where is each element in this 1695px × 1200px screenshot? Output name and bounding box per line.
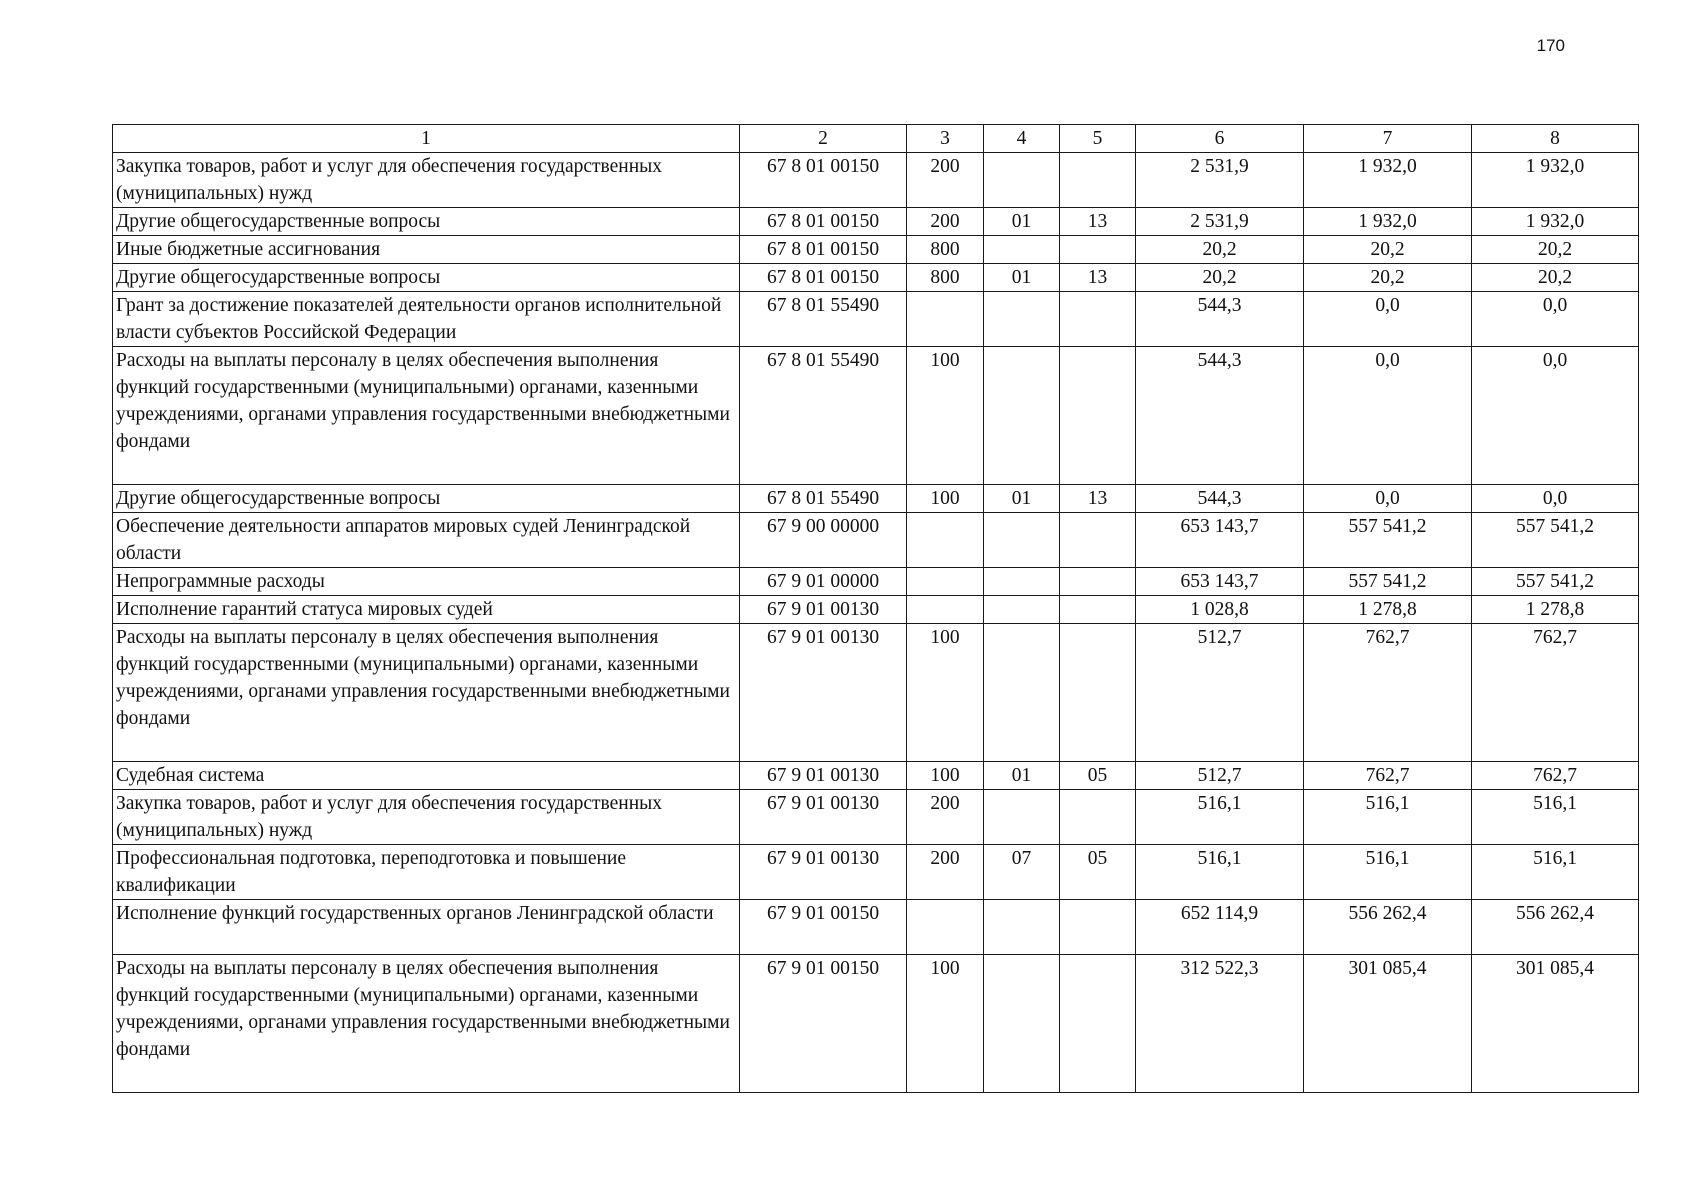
section-code: 01	[984, 762, 1060, 790]
table-body	[113, 125, 1639, 1093]
subsection-code	[1060, 568, 1136, 596]
amount-year-2: 557 541,2	[1304, 568, 1472, 596]
amount-year-2: 762,7	[1304, 624, 1472, 762]
column-header: 7	[1304, 125, 1472, 153]
amount-year-1: 312 522,3	[1136, 955, 1304, 1093]
subsection-code	[1060, 955, 1136, 1093]
section-code: 07	[984, 845, 1060, 900]
amount-year-3: 20,2	[1472, 236, 1639, 264]
section-code	[984, 292, 1060, 347]
expense-type-code: 100	[907, 955, 984, 1093]
subsection-code: 05	[1060, 762, 1136, 790]
page-number: 170	[1536, 36, 1565, 55]
row-description: Исполнение функций государственных органов Ленинградской области	[113, 900, 740, 955]
section-code	[984, 568, 1060, 596]
amount-year-1: 516,1	[1136, 845, 1304, 900]
row-description: Другие общегосударственные вопросы	[113, 208, 740, 236]
subsection-code	[1060, 900, 1136, 955]
table-row	[113, 513, 1639, 568]
amount-year-3: 516,1	[1472, 790, 1639, 845]
amount-year-1: 544,3	[1136, 485, 1304, 513]
amount-year-2: 762,7	[1304, 762, 1472, 790]
budget-table	[112, 124, 1639, 1093]
expense-type-code	[907, 568, 984, 596]
amount-year-1: 512,7	[1136, 762, 1304, 790]
column-header: 6	[1136, 125, 1304, 153]
row-description: Грант за достижение показателей деятельности органов исполнительной власти субъектов Российской Федерации	[113, 292, 740, 347]
amount-year-3: 20,2	[1472, 264, 1639, 292]
row-description: Иные бюджетные ассигнования	[113, 236, 740, 264]
amount-year-3: 1 932,0	[1472, 153, 1639, 208]
expense-type-code	[907, 596, 984, 624]
amount-year-2: 20,2	[1304, 236, 1472, 264]
amount-year-3: 0,0	[1472, 347, 1639, 485]
row-description: Другие общегосударственные вопросы	[113, 264, 740, 292]
amount-year-1: 652 114,9	[1136, 900, 1304, 955]
row-description: Профессиональная подготовка, переподготовка и повышение квалификации	[113, 845, 740, 900]
expense-type-code: 800	[907, 264, 984, 292]
expense-type-code: 200	[907, 153, 984, 208]
table-row	[113, 596, 1639, 624]
amount-year-2: 301 085,4	[1304, 955, 1472, 1093]
expense-type-code: 100	[907, 485, 984, 513]
row-description: Расходы на выплаты персоналу в целях обеспечения выполнения функций государственными (муниципальными) органами, казенными учреждениями, органами управления государственными внебюджетными фондами	[113, 347, 740, 485]
amount-year-3: 762,7	[1472, 762, 1639, 790]
section-code	[984, 596, 1060, 624]
target-article-code: 67 8 01 00150	[740, 153, 907, 208]
subsection-code: 13	[1060, 264, 1136, 292]
section-code	[984, 955, 1060, 1093]
target-article-code: 67 9 01 00130	[740, 790, 907, 845]
table-row	[113, 485, 1639, 513]
section-code	[984, 236, 1060, 264]
section-code	[984, 790, 1060, 845]
expense-type-code: 100	[907, 762, 984, 790]
amount-year-1: 20,2	[1136, 236, 1304, 264]
column-header: 3	[907, 125, 984, 153]
column-number-row	[113, 125, 1639, 153]
expense-type-code	[907, 292, 984, 347]
target-article-code: 67 8 01 00150	[740, 236, 907, 264]
expense-type-code: 200	[907, 208, 984, 236]
target-article-code: 67 8 01 00150	[740, 208, 907, 236]
amount-year-2: 0,0	[1304, 485, 1472, 513]
target-article-code: 67 9 01 00150	[740, 900, 907, 955]
amount-year-3: 301 085,4	[1472, 955, 1639, 1093]
amount-year-3: 556 262,4	[1472, 900, 1639, 955]
amount-year-1: 653 143,7	[1136, 568, 1304, 596]
section-code	[984, 513, 1060, 568]
subsection-code	[1060, 292, 1136, 347]
target-article-code: 67 8 01 00150	[740, 264, 907, 292]
subsection-code	[1060, 790, 1136, 845]
table-row	[113, 790, 1639, 845]
column-header: 1	[113, 125, 740, 153]
subsection-code	[1060, 624, 1136, 762]
expense-type-code: 100	[907, 347, 984, 485]
amount-year-3: 1 932,0	[1472, 208, 1639, 236]
table-row	[113, 762, 1639, 790]
row-description: Судебная система	[113, 762, 740, 790]
amount-year-2: 1 932,0	[1304, 153, 1472, 208]
row-description: Обеспечение деятельности аппаратов мировых судей Ленинградской области	[113, 513, 740, 568]
table-row	[113, 208, 1639, 236]
subsection-code	[1060, 236, 1136, 264]
table-row	[113, 955, 1639, 1093]
amount-year-2: 1 278,8	[1304, 596, 1472, 624]
section-code: 01	[984, 264, 1060, 292]
row-description: Закупка товаров, работ и услуг для обеспечения государственных (муниципальных) нужд	[113, 153, 740, 208]
amount-year-2: 20,2	[1304, 264, 1472, 292]
column-header: 5	[1060, 125, 1136, 153]
target-article-code: 67 8 01 55490	[740, 485, 907, 513]
amount-year-3: 557 541,2	[1472, 513, 1639, 568]
expense-type-code: 200	[907, 790, 984, 845]
target-article-code: 67 9 01 00130	[740, 845, 907, 900]
column-header: 8	[1472, 125, 1639, 153]
target-article-code: 67 9 01 00130	[740, 762, 907, 790]
amount-year-1: 512,7	[1136, 624, 1304, 762]
amount-year-1: 653 143,7	[1136, 513, 1304, 568]
amount-year-3: 762,7	[1472, 624, 1639, 762]
subsection-code: 13	[1060, 208, 1136, 236]
column-header: 4	[984, 125, 1060, 153]
table-row	[113, 292, 1639, 347]
amount-year-1: 516,1	[1136, 790, 1304, 845]
target-article-code: 67 9 01 00130	[740, 596, 907, 624]
row-description: Исполнение гарантий статуса мировых судей	[113, 596, 740, 624]
amount-year-3: 516,1	[1472, 845, 1639, 900]
amount-year-2: 557 541,2	[1304, 513, 1472, 568]
amount-year-1: 2 531,9	[1136, 208, 1304, 236]
expense-type-code: 100	[907, 624, 984, 762]
table-row	[113, 347, 1639, 485]
amount-year-3: 1 278,8	[1472, 596, 1639, 624]
amount-year-1: 544,3	[1136, 292, 1304, 347]
table-row	[113, 236, 1639, 264]
target-article-code: 67 9 00 00000	[740, 513, 907, 568]
amount-year-1: 2 531,9	[1136, 153, 1304, 208]
amount-year-2: 0,0	[1304, 347, 1472, 485]
section-code	[984, 153, 1060, 208]
subsection-code: 13	[1060, 485, 1136, 513]
amount-year-3: 557 541,2	[1472, 568, 1639, 596]
expense-type-code	[907, 900, 984, 955]
table-row	[113, 845, 1639, 900]
expense-type-code	[907, 513, 984, 568]
amount-year-1: 1 028,8	[1136, 596, 1304, 624]
table-row	[113, 264, 1639, 292]
section-code: 01	[984, 485, 1060, 513]
section-code	[984, 347, 1060, 485]
subsection-code	[1060, 347, 1136, 485]
amount-year-2: 0,0	[1304, 292, 1472, 347]
row-description: Другие общегосударственные вопросы	[113, 485, 740, 513]
table-row	[113, 900, 1639, 955]
target-article-code: 67 8 01 55490	[740, 347, 907, 485]
section-code: 01	[984, 208, 1060, 236]
column-header: 2	[740, 125, 907, 153]
subsection-code	[1060, 513, 1136, 568]
row-description: Расходы на выплаты персоналу в целях обеспечения выполнения функций государственными (муниципальными) органами, казенными учреждениями, органами управления государственными внебюджетными фондами	[113, 624, 740, 762]
subsection-code	[1060, 153, 1136, 208]
target-article-code: 67 9 01 00000	[740, 568, 907, 596]
amount-year-1: 544,3	[1136, 347, 1304, 485]
amount-year-2: 1 932,0	[1304, 208, 1472, 236]
target-article-code: 67 9 01 00130	[740, 624, 907, 762]
amount-year-2: 516,1	[1304, 790, 1472, 845]
table-row	[113, 568, 1639, 596]
section-code	[984, 900, 1060, 955]
amount-year-2: 556 262,4	[1304, 900, 1472, 955]
amount-year-2: 516,1	[1304, 845, 1472, 900]
table-row	[113, 153, 1639, 208]
amount-year-3: 0,0	[1472, 485, 1639, 513]
row-description: Расходы на выплаты персоналу в целях обеспечения выполнения функций государственными (муниципальными) органами, казенными учреждениями, органами управления государственными внебюджетными фондами	[113, 955, 740, 1093]
row-description: Закупка товаров, работ и услуг для обеспечения государственных (муниципальных) нужд	[113, 790, 740, 845]
target-article-code: 67 8 01 55490	[740, 292, 907, 347]
amount-year-1: 20,2	[1136, 264, 1304, 292]
table-row	[113, 624, 1639, 762]
row-description: Непрограммные расходы	[113, 568, 740, 596]
expense-type-code: 800	[907, 236, 984, 264]
expense-type-code: 200	[907, 845, 984, 900]
subsection-code	[1060, 596, 1136, 624]
target-article-code: 67 9 01 00150	[740, 955, 907, 1093]
amount-year-3: 0,0	[1472, 292, 1639, 347]
subsection-code: 05	[1060, 845, 1136, 900]
section-code	[984, 624, 1060, 762]
